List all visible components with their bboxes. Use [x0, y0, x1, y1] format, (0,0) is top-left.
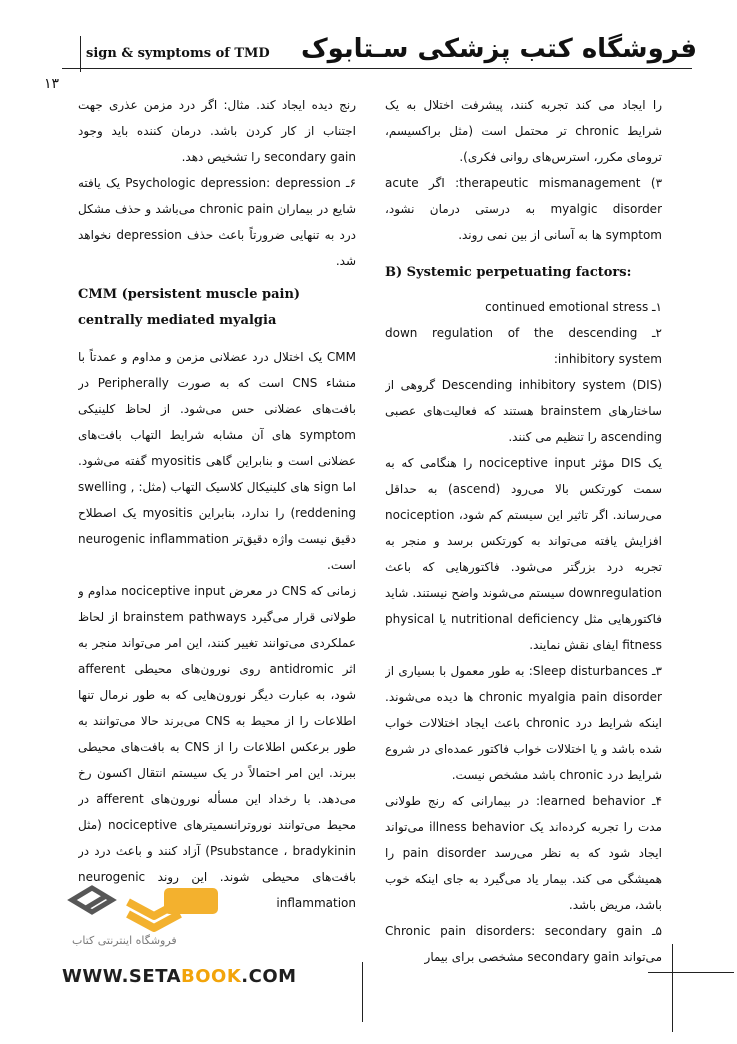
paragraph: را ایجاد می کند تجربه کنند، پیشرفت اختلال به یک شرایط chronic تر محتمل است (مثل براکسیسم، ترومای مکرر، استرس‌های روانی فکری). — [385, 98, 662, 164]
list-item: ۲ـ down regulation of the descending inhibitory system: — [385, 326, 662, 366]
paragraph: CMM یک اختلال درد عضلانی مزمن و مداوم و عمدتاً با منشاء CNS است که به صورت Peripherally در بافت‌های عضلانی حس می‌شود. از لحاظ کلینیکی symptom های آن مشابه شرایط التهاب بافت‌های عضلانی است و بنابراین گاهی myositis گفته می‌شود. اما sign های کلینیکال کلاسیک التهاب (مثل: swelling , reddening) را ندارد، بنابراین myositis یک اصطلاح دقیق نیست واژه دقیق‌تر neurogenic inflammation است. — [78, 350, 356, 572]
section-heading: B) Systemic perpetuating factors: — [385, 265, 632, 280]
right-column — [385, 92, 662, 972]
paragraph: ۳ـ Sleep disturbances: به طور معمول با بسیاری از chronic myalgia pain disorder ها دیده می‌شوند. اینکه شرایط درد chronic باعث ایجاد اختلالات خواب شده باشد و یا اختلالات خواب فاکتور عمده‌ای در شروع شرایط درد chronic باشد مشخص نیست. — [385, 664, 662, 782]
paragraph: زمانی که CNS در معرض nociceptive input مداوم و طولانی قرار می‌گیرد brainstem pathways از لحاظ عملکردی می‌توانند تغییر کنند، این امر می‌تواند منجر به اثر antidromic روی نورون‌های محیطی afferent شود، به عبارت دیگر نورون‌هایی که به طور نرمال تنها اطلاعات را از محیط به CNS می‌برند حالا می‌توانند به طور برعکس اطلاعات را از CNS به بافت‌های محیطی ببرند. این امر احتمالاً در یک سیستم انتقال اکسون رخ می‌دهد. با رخداد این مسأله نورون‌های afferent در محیط می‌توانند نوروترانسمیترهای nociceptive (مثل Psubstance ، bradykinin) آزاد کنند و باعث درد در بافت‌های محیطی شوند. این روند neurogenic inflammation — [78, 584, 356, 910]
watermark-url — [62, 966, 297, 987]
section-heading: CMM (persistent muscle pain) centrally mediated myalgia — [78, 287, 301, 328]
paragraph: ۳) therapeutic mismanagement: اگر acute myalgic disorder به درستی درمان نشود، symptom ها به آسانی از بین نمی روند. — [385, 176, 662, 242]
header-rule — [62, 68, 692, 69]
store-title: فروشگاه کتب پزشکی سـتابوک — [300, 34, 697, 64]
paragraph: رنج دیده ایجاد کند. مثال: اگر درد مزمن عذری جهت اجتناب از کار کردن باشد. درمان کننده باید وجود secondary gain را تشخیص دهد. — [78, 98, 356, 164]
paragraph: ۵ـ Chronic pain disorders: secondary gain می‌تواند secondary gain مشخصی برای بیمار — [385, 924, 662, 964]
watermark-caption: فروشگاه اینترنتی کتاب — [72, 934, 177, 947]
crop-mark-bottom-right-horizontal — [648, 972, 734, 973]
crop-mark-top-left — [80, 36, 81, 72]
paragraph: ۴ـ learned behavior: در بیمارانی که رنج طولانی مدت را تجربه کرده‌اند یک illness behavior می‌تواند ایجاد شود که به نظر می‌رسد pain disorder را همیشگی می کند. بیمار یاد می‌گیرد به جای اینکه خوب باشد، مریض باشد. — [385, 794, 662, 912]
left-column — [78, 92, 356, 942]
url-accent: BOOK — [181, 966, 242, 987]
crop-mark-bottom-middle — [362, 962, 363, 1022]
url-prefix: WWW.SETA — [62, 966, 182, 987]
paragraph: Descending inhibitory system (DIS) گروهی از ساختارهای brainstem هستند که فعالیت‌های عصبی ascending را تنظیم می کنند. — [385, 378, 662, 444]
paragraph: ۶ـ Psychologic depression: depression یک یافته شایع در بیماران chronic pain می‌باشد و حذف مشکل درد به تنهایی ضرورتاً باعث حذف depression نخواهد شد. — [78, 176, 356, 268]
list-item: ۱ـ continued emotional stress — [485, 300, 662, 314]
crop-mark-bottom-right — [672, 944, 673, 1032]
url-suffix: .COM — [241, 966, 297, 987]
paragraph: یک DIS مؤثر nociceptive input را هنگامی که به سمت کورتکس بالا می‌رود (ascend) به حداقل می‌رساند. اگر تاثیر این سیستم کم شود، nociception افزایش یافته می‌تواند به کورتکس برسد و منجر به تجربه درد بزرگتر می‌شود. فاکتورهایی که باعث downregulation سیستم می‌شوند واضح نیستند. شاید فاکتورهایی مثل nutritional deficiency یا physical fitness ایفای نقش نمایند. — [385, 456, 662, 652]
page-number: ۱۳ — [44, 76, 60, 92]
chapter-title: sign & symptoms of TMD — [86, 46, 270, 61]
